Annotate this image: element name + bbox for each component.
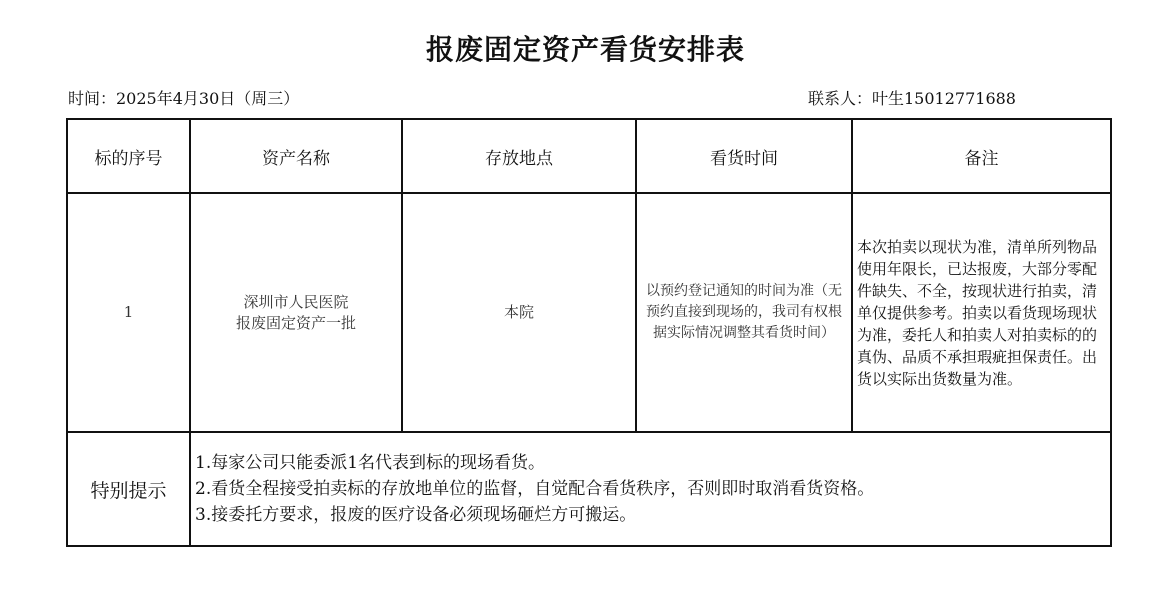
- header-location: 存放地点: [402, 119, 636, 193]
- header-asset-name: 资产名称: [190, 119, 402, 193]
- document-title: 报废固定资产看货安排表: [425, 33, 745, 66]
- header-lot-number: 标的序号: [67, 119, 190, 193]
- special-notice-label: 特别提示: [67, 432, 190, 546]
- list-item: 3.接委托方要求，报废的医疗设备必须现场砸烂方可搬运。: [195, 505, 637, 525]
- cell-location: 本院: [402, 193, 636, 432]
- list-item: 1.每家公司只能委派1名代表到标的现场看货。: [195, 453, 546, 473]
- cell-remarks: 本次拍卖以现状为准，清单所列物品使用年限长，已达报废，大部分零配件缺失、不全，按现状进行拍卖，清单仅提供参考。拍卖以看货现场现状为准，委托人和拍卖人对拍卖标的的真伪、品质不承担瑕疵担保责任。出货以实际出货数量为准。: [852, 193, 1111, 432]
- special-notice-row: [67, 432, 1111, 546]
- cell-lot-number: 1: [67, 193, 190, 432]
- table-row: [67, 193, 1111, 432]
- viewing-date: 时间：2025年4月30日（周三）: [68, 89, 300, 108]
- special-notice-content: [190, 432, 1111, 546]
- special-notice-list: [191, 450, 1110, 528]
- cell-viewing-time: 以预约登记通知的时间为准（无预约直接到现场的，我司有权根据实际情况调整其看货时间）: [636, 193, 852, 432]
- table-header-row: [67, 119, 1111, 193]
- list-item: 2.看货全程接受拍卖标的存放地单位的监督，自觉配合看货秩序，否则即时取消看货资格。: [195, 479, 875, 499]
- header-remarks: 备注: [852, 119, 1111, 193]
- cell-asset-name: [190, 193, 402, 432]
- header-viewing-time: 看货时间: [636, 119, 852, 193]
- viewing-schedule-table: [66, 118, 1112, 547]
- asset-name-line-1: 深圳市人民医院: [243, 292, 349, 311]
- contact-person: 联系人：叶生15012771688: [808, 89, 1016, 108]
- asset-name-line-2: 报废固定资产一批: [235, 313, 356, 332]
